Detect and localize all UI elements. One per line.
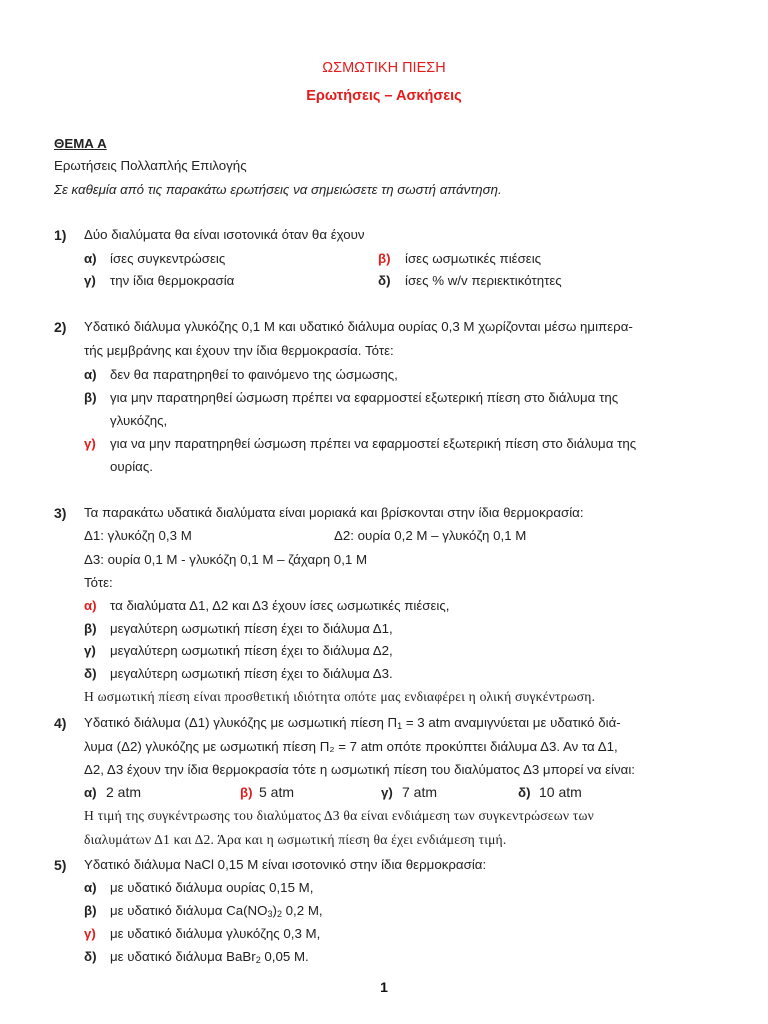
q5-b-pre: με υδατικό διάλυμα Ca(NO bbox=[110, 903, 268, 918]
q2-line2: τής μεμβράνης και έχουν την ίδια θερμοκρασία. Τότε: bbox=[84, 343, 394, 358]
q2-b-text-2: γλυκόζης, bbox=[110, 413, 168, 428]
q5-c-text: με υδατικό διάλυμα γλυκόζης 0,3 Μ, bbox=[110, 926, 321, 941]
q4-line1-a: Υδατικό διάλυμα (Δ1) γλυκόζης με ωσμωτική πίεση Π bbox=[84, 715, 398, 730]
q3-number: 3) bbox=[54, 505, 67, 521]
q3-d1: Δ1: γλυκόζη 0,3 Μ bbox=[84, 528, 192, 543]
q4-a-text: 2 atm bbox=[106, 784, 142, 800]
page-number: 1 bbox=[380, 979, 388, 995]
section-heading: ΘΕΜΑ Α bbox=[54, 136, 107, 151]
q5-number: 5) bbox=[54, 857, 67, 873]
q4-c-text: 7 atm bbox=[402, 784, 438, 800]
q5-d-label: δ) bbox=[84, 949, 97, 964]
q3-d3: Δ3: ουρία 0,1 Μ - γλυκόζη 0,1 Μ – ζάχαρη 0,1 Μ bbox=[84, 552, 368, 567]
q4-d-label: δ) bbox=[518, 785, 531, 800]
q1-b-label: β) bbox=[378, 251, 391, 266]
q3-d2: Δ2: ουρία 0,2 Μ – γλυκόζη 0,1 Μ bbox=[334, 528, 527, 543]
q1-b-text: ίσες ωσμωτικές πιέσεις bbox=[405, 251, 542, 266]
q5-b-text bbox=[110, 903, 323, 918]
q4-c-label: γ) bbox=[381, 785, 393, 800]
q4-line1-sub: 1 bbox=[397, 721, 403, 731]
q4-b-label: β) bbox=[240, 785, 253, 800]
section-instruction: Σε καθεμία από τις παρακάτω ερωτήσεις να σημειώσετε τη σωστή απάντηση. bbox=[54, 182, 502, 197]
q5-a-label: α) bbox=[84, 880, 97, 895]
q1-a-label: α) bbox=[84, 251, 97, 266]
section-type: Ερωτήσεις Πολλαπλής Επιλογής bbox=[54, 158, 247, 173]
q1-c-label: γ) bbox=[84, 273, 96, 288]
q3-then: Τότε: bbox=[84, 575, 113, 590]
q4-number: 4) bbox=[54, 715, 67, 731]
q3-b-label: β) bbox=[84, 621, 97, 636]
q4-line1-b: = 3 atm αναμιγνύεται με υδατικό διά- bbox=[402, 715, 621, 730]
q4-d-text: 10 atm bbox=[539, 784, 582, 800]
q2-c-text-2: ουρίας. bbox=[110, 459, 153, 474]
q1-number: 1) bbox=[54, 227, 67, 243]
q2-b-label: β) bbox=[84, 390, 97, 405]
q2-line1: Υδατικό διάλυμα γλυκόζης 0,1 Μ και υδατικό διάλυμα ουρίας 0,3 Μ χωρίζονται μέσω ημιπερα- bbox=[84, 319, 633, 334]
q4-note-2: διαλυμάτων Δ1 και Δ2. Άρα και η ωσμωτική πίεση θα έχει ενδιάμεση τιμή. bbox=[84, 832, 507, 847]
q1-a-text: ίσες συγκεντρώσεις bbox=[110, 251, 226, 266]
q5-d-pre: με υδατικό διάλυμα BaBr bbox=[110, 949, 256, 964]
q2-b-text-1: για μην παρατηρηθεί ώσμωση πρέπει να εφαρμοστεί εξωτερική πίεση στο διάλυμα της bbox=[110, 390, 619, 405]
q5-b-mid: ) bbox=[272, 903, 277, 918]
q3-text: Τα παρακάτω υδατικά διαλύματα είναι μοριακά και βρίσκονται στην ίδια θερμοκρασία: bbox=[84, 505, 584, 520]
q1-c-text: την ίδια θερμοκρασία bbox=[110, 273, 235, 288]
q5-b-sub2: 2 bbox=[276, 909, 282, 919]
q5-b-post: 0,2 Μ, bbox=[281, 903, 323, 918]
q1-text: Δύο διαλύματα θα είναι ισοτονικά όταν θα έχουν bbox=[84, 227, 365, 242]
q4-line1 bbox=[84, 715, 621, 730]
q3-a-text: τα διαλύματα Δ1, Δ2 και Δ3 έχουν ίσες ωσμωτικές πιέσεις, bbox=[110, 598, 450, 613]
q5-d-sub: 2 bbox=[255, 955, 261, 965]
q4-a-label: α) bbox=[84, 785, 97, 800]
q3-d-label: δ) bbox=[84, 666, 97, 681]
q5-b-label: β) bbox=[84, 903, 97, 918]
q1-d-text: ίσες % w/v περιεκτικότητες bbox=[405, 273, 562, 288]
q5-text: Υδατικό διάλυμα NaCl 0,15 Μ είναι ισοτονικό στην ίδια θερμοκρασία: bbox=[84, 857, 487, 872]
q4-b-text: 5 atm bbox=[259, 784, 295, 800]
q5-a-text: με υδατικό διάλυμα ουρίας 0,15 Μ, bbox=[110, 880, 314, 895]
q3-c-label: γ) bbox=[84, 643, 96, 658]
doc-subtitle: Ερωτήσεις – Ασκήσεις bbox=[306, 88, 462, 104]
q5-d-text bbox=[110, 949, 309, 964]
doc-title: ΩΣΜΩΤΙΚΗ ΠΙΕΣΗ bbox=[322, 60, 446, 76]
q2-c-text-1: για να μην παρατηρηθεί ώσμωση πρέπει να εφαρμοστεί εξωτερική πίεση στο διάλυμα της bbox=[110, 436, 637, 451]
q5-c-label: γ) bbox=[84, 926, 96, 941]
q2-a-label: α) bbox=[84, 367, 97, 382]
q3-c-text: μεγαλύτερη ωσμωτική πίεση έχει το διάλυμα Δ2, bbox=[110, 643, 393, 658]
q5-b-sub1: 3 bbox=[267, 909, 273, 919]
q3-d-text: μεγαλύτερη ωσμωτική πίεση έχει το διάλυμα Δ3. bbox=[110, 666, 393, 681]
q1-d-label: δ) bbox=[378, 273, 391, 288]
q4-line2: λυμα (Δ2) γλυκόζης με ωσμωτική πίεση Π₂ = 7 atm οπότε προκύπτει διάλυμα Δ3. Αν τα Δ1, bbox=[84, 739, 618, 754]
q2-c-label: γ) bbox=[84, 436, 96, 451]
q5-d-post: 0,05 Μ. bbox=[260, 949, 309, 964]
q3-a-label: α) bbox=[84, 598, 97, 613]
q2-a-text: δεν θα παρατηρηθεί το φαινόμενο της ώσμωσης, bbox=[110, 367, 398, 382]
q2-number: 2) bbox=[54, 319, 67, 335]
q3-b-text: μεγαλύτερη ωσμωτική πίεση έχει το διάλυμα Δ1, bbox=[110, 621, 393, 636]
q3-note: Η ωσμωτική πίεση είναι προσθετική ιδιότητα οπότε μας ενδιαφέρει η ολική συγκέντρωση. bbox=[84, 689, 596, 704]
q4-line3: Δ2, Δ3 έχουν την ίδια θερμοκρασία τότε η ωσμωτική πίεση του διαλύματος Δ3 μπορεί να είναι: bbox=[84, 762, 635, 777]
q4-note-1: Η τιμή της συγκέντρωσης του διαλύματος Δ3 θα είναι ενδιάμεση των συγκεντρώσεων των bbox=[84, 808, 594, 823]
